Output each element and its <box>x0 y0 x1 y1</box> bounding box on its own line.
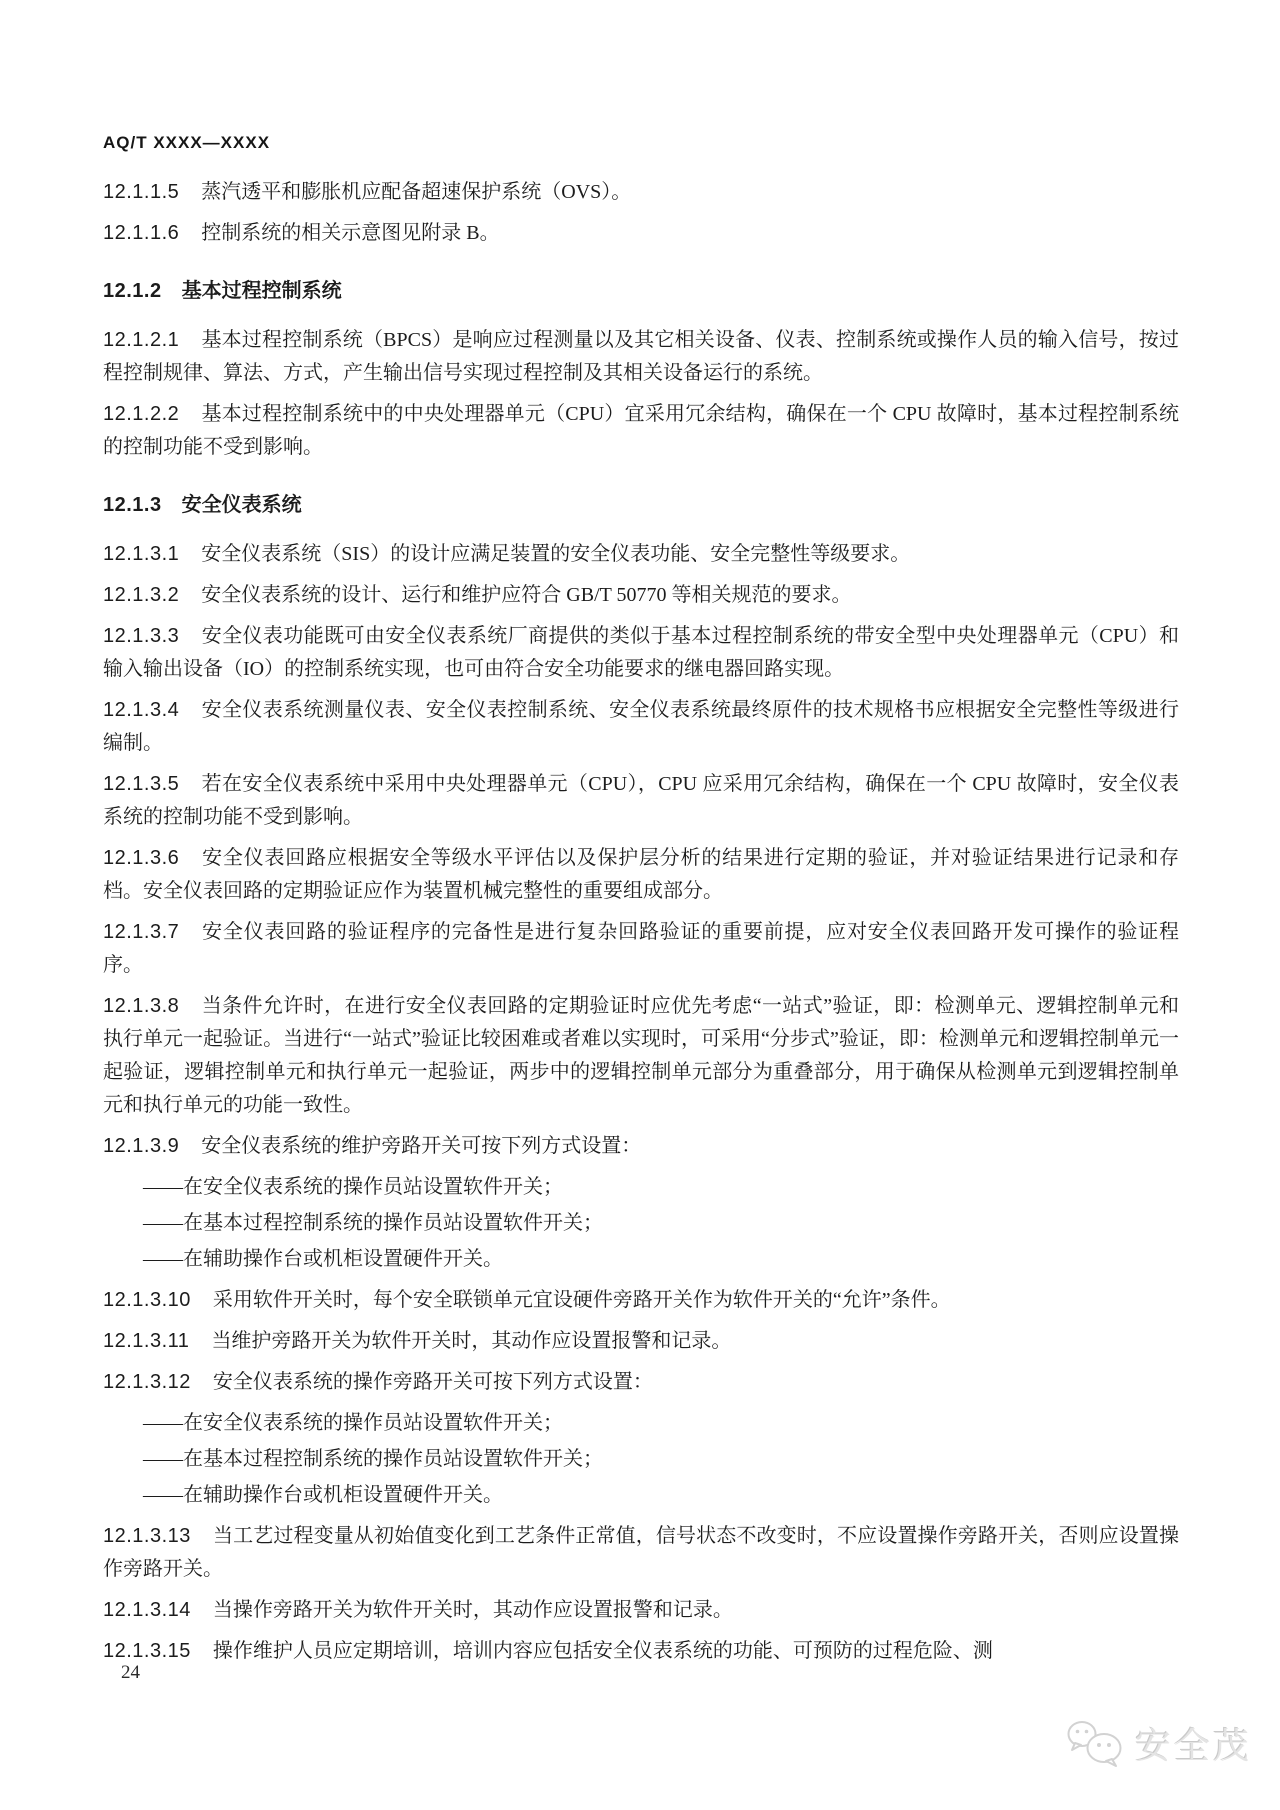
clause-number: 12.1.1.6 <box>103 222 180 244</box>
clause-number: 12.1.3.5 <box>103 773 180 795</box>
dash-list-item <box>103 1207 1179 1240</box>
clause-text: 当操作旁路开关为软件开关时，其动作应设置报警和记录。 <box>212 1599 733 1621</box>
clause-text: 若在安全仪表系统中采用中央处理器单元（CPU），CPU 应采用冗余结构，确保在一个 CPU 故障时，安全仪表系统的控制功能不受到影响。 <box>103 773 1179 828</box>
clause-paragraph <box>103 1325 1179 1358</box>
clause-paragraph <box>103 990 1179 1122</box>
clause-paragraph <box>103 324 1179 390</box>
document-code-header: AQ/T XXXX—XXXX <box>103 133 271 152</box>
clause-number: 12.1.3.10 <box>103 1289 191 1311</box>
clause-text: 操作维护人员应定期培训，培训内容应包括安全仪表系统的功能、可预防的过程危险、测 <box>212 1640 993 1662</box>
page-number: 24 <box>121 1662 140 1683</box>
chat-bubbles-icon <box>1065 1719 1127 1769</box>
clause-number: 12.1.3.14 <box>103 1599 191 1621</box>
clause-paragraph <box>103 1520 1179 1586</box>
clause-paragraph <box>103 176 1179 209</box>
document-body <box>103 168 1179 1676</box>
clause-paragraph <box>103 1284 1179 1317</box>
dash-list-item <box>103 1479 1179 1512</box>
clause-text: ——在辅助操作台或机柜设置硬件开关。 <box>143 1484 503 1506</box>
clause-text: 当维护旁路开关为软件开关时，其动作应设置报警和记录。 <box>211 1330 732 1352</box>
clause-paragraph <box>103 538 1179 571</box>
clause-text: 安全仪表回路应根据安全等级水平评估以及保护层分析的结果进行定期的验证，并对验证结果进行记录和存档。安全仪表回路的定期验证应作为装置机械完整性的重要组成部分。 <box>103 847 1179 902</box>
clause-paragraph <box>103 1635 1179 1668</box>
clause-text: 基本过程控制系统中的中央处理器单元（CPU）宜采用冗余结构，确保在一个 CPU 故障时，基本过程控制系统的控制功能不受到影响。 <box>103 403 1179 458</box>
dash-list-item <box>103 1407 1179 1440</box>
clause-paragraph <box>103 842 1179 908</box>
clause-text: 采用软件开关时，每个安全联锁单元宜设硬件旁路开关作为软件开关的“允许”条件。 <box>212 1289 951 1311</box>
watermark-text: 安全茂 <box>1134 1725 1252 1766</box>
clause-number: 12.1.3 <box>103 494 162 516</box>
clause-text: 安全仪表系统的设计、运行和维护应符合 GB/T 50770 等相关规范的要求。 <box>201 584 852 606</box>
clause-number: 12.1.3.12 <box>103 1371 191 1393</box>
watermark-logo <box>1065 1718 1252 1769</box>
clause-number: 12.1.2.1 <box>103 329 180 351</box>
clause-text: 当条件允许时，在进行安全仪表回路的定期验证时应优先考虑“一站式”验证，即：检测单元、逻辑控制单元和执行单元一起验证。当进行“一站式”验证比较困难或者难以实现时，可采用“分步式”验证，即：检测单元和逻辑控制单元一起验证，逻辑控制单元和执行单元一起验证，两步中的逻辑控制单元部分为重叠部分，用于确保从检测单元到逻辑控制单元和执行单元的功能一致性。 <box>103 995 1179 1116</box>
clause-number: 12.1.3.3 <box>103 625 180 647</box>
clause-paragraph <box>103 620 1179 686</box>
clause-number: 12.1.3.6 <box>103 847 180 869</box>
clause-number: 12.1.3.13 <box>103 1525 191 1547</box>
dash-list-item <box>103 1443 1179 1476</box>
clause-number: 12.1.3.15 <box>103 1640 191 1662</box>
clause-paragraph <box>103 1594 1179 1627</box>
clause-text: ——在安全仪表系统的操作员站设置软件开关； <box>143 1412 563 1434</box>
clause-text: ——在基本过程控制系统的操作员站设置软件开关； <box>143 1448 603 1470</box>
clause-text: 安全仪表系统的维护旁路开关可按下列方式设置： <box>201 1135 642 1157</box>
clause-number: 12.1.2 <box>103 280 162 302</box>
clause-text: ——在基本过程控制系统的操作员站设置软件开关； <box>143 1212 603 1234</box>
clause-paragraph <box>103 1130 1179 1163</box>
clause-text: 安全仪表系统（SIS）的设计应满足装置的安全仪表功能、安全完整性等级要求。 <box>201 543 911 565</box>
clause-paragraph <box>103 1366 1179 1399</box>
clause-number: 12.1.3.1 <box>103 543 180 565</box>
clause-number: 12.1.1.5 <box>103 181 180 203</box>
clause-number: 12.1.3.9 <box>103 1135 180 1157</box>
clause-paragraph <box>103 217 1179 250</box>
clause-paragraph <box>103 916 1179 982</box>
dash-list-item <box>103 1171 1179 1204</box>
clause-text: ——在安全仪表系统的操作员站设置软件开关； <box>143 1176 563 1198</box>
heading-text: 安全仪表系统 <box>181 494 302 516</box>
clause-paragraph <box>103 398 1179 464</box>
clause-text: 当工艺过程变量从初始值变化到工艺条件正常值，信号状态不改变时，不应设置操作旁路开关，否则应设置操作旁路开关。 <box>103 1525 1179 1580</box>
section-heading <box>103 276 1179 306</box>
section-heading <box>103 490 1179 520</box>
clause-paragraph <box>103 768 1179 834</box>
clause-text: ——在辅助操作台或机柜设置硬件开关。 <box>143 1248 503 1270</box>
clause-number: 12.1.3.4 <box>103 699 180 721</box>
clause-text: 基本过程控制系统（BPCS）是响应过程测量以及其它相关设备、仪表、控制系统或操作人员的输入信号，按过程控制规律、算法、方式，产生输出信号实现过程控制及其相关设备运行的系统。 <box>103 329 1179 384</box>
clause-number: 12.1.3.7 <box>103 921 180 943</box>
clause-text: 控制系统的相关示意图见附录 B。 <box>201 222 500 244</box>
clause-text: 安全仪表系统的操作旁路开关可按下列方式设置： <box>212 1371 653 1393</box>
clause-paragraph <box>103 579 1179 612</box>
clause-number: 12.1.3.2 <box>103 584 180 606</box>
clause-number: 12.1.3.11 <box>103 1330 190 1352</box>
clause-text: 蒸汽透平和膨胀机应配备超速保护系统（OVS）。 <box>201 181 632 203</box>
heading-text: 基本过程控制系统 <box>181 280 342 302</box>
clause-number: 12.1.3.8 <box>103 995 180 1017</box>
clause-paragraph <box>103 694 1179 760</box>
clause-text: 安全仪表系统测量仪表、安全仪表控制系统、安全仪表系统最终原件的技术规格书应根据安全完整性等级进行编制。 <box>103 699 1179 754</box>
clause-text: 安全仪表回路的验证程序的完备性是进行复杂回路验证的重要前提，应对安全仪表回路开发可操作的验证程序。 <box>103 921 1179 976</box>
clause-number: 12.1.2.2 <box>103 403 180 425</box>
clause-text: 安全仪表功能既可由安全仪表系统厂商提供的类似于基本过程控制系统的带安全型中央处理器单元（CPU）和输入输出设备（IO）的控制系统实现，也可由符合安全功能要求的继电器回路实现。 <box>103 625 1179 680</box>
dash-list-item <box>103 1243 1179 1276</box>
